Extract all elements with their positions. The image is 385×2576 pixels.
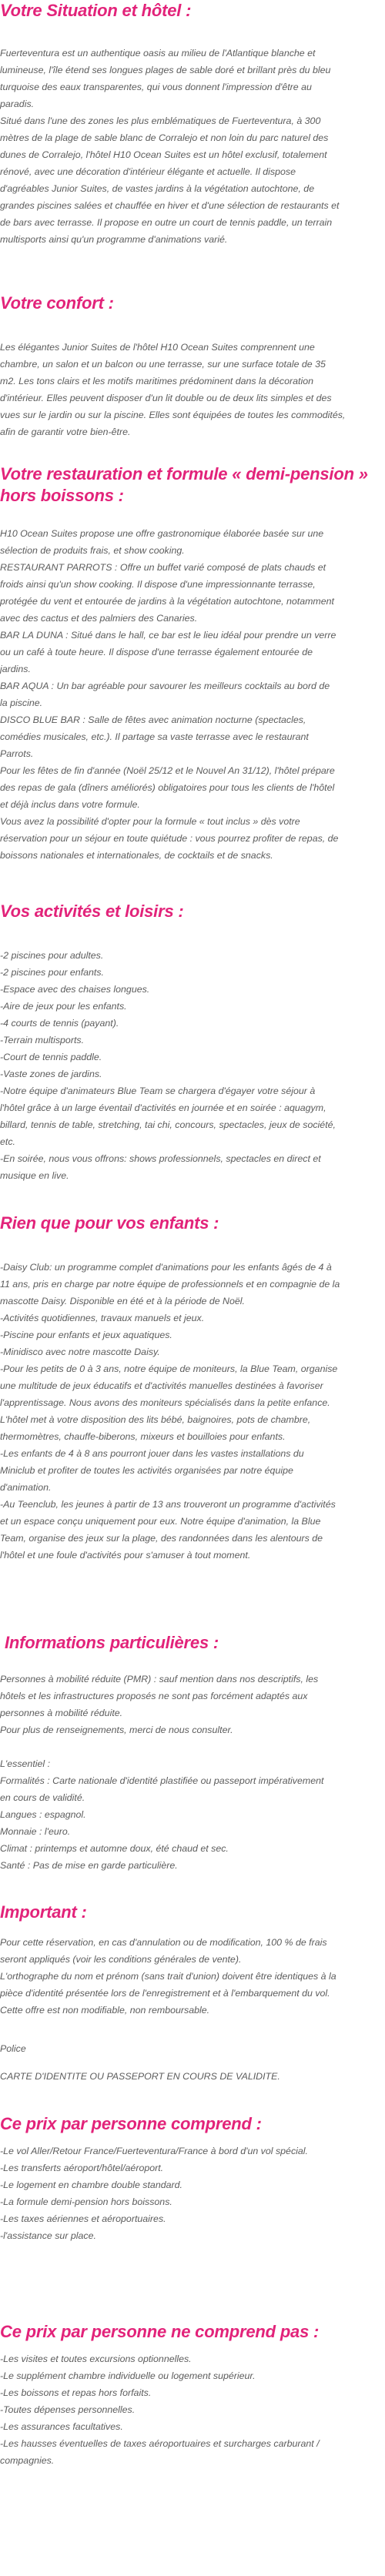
- text-line: -Activités quotidiennes, travaux manuels et jeux.: [0, 1313, 205, 1323]
- section-body-important: [0, 1934, 379, 2019]
- section-title-infos: Informations particulières :: [5, 1633, 219, 1652]
- text-line: jardins.: [0, 664, 31, 674]
- text-line: -La formule demi-pension hors boissons.: [0, 2196, 172, 2207]
- text-line: Pour les fêtes de fin d'année (Noël 25/12 et le Nouvel An 31/12), l'hôtel prépare: [0, 765, 335, 776]
- text-line: d'agréables Junior Suites, de vastes jardins à la végétation autochtone, de: [0, 183, 315, 194]
- text-line: en cours de validité.: [0, 1792, 85, 1803]
- text-line: -Les assurances facultatives.: [0, 2421, 123, 2432]
- text-line: turquoise des eaux transparentes, qui vous donnent l'impression d'être au: [0, 82, 312, 92]
- text-line: Parrots.: [0, 748, 34, 759]
- text-line: de bars avec terrasse. Il propose en outre un court de tennis paddle, un terrain: [0, 217, 333, 228]
- text-line: compagnies.: [0, 2455, 55, 2466]
- text-line: -Au Teenclub, les jeunes à partir de 13 ans trouveront un programme d'activités: [0, 1499, 336, 1510]
- text-line: -En soirée, nous vous offrons: shows professionnels, spectacles en direct et: [0, 1153, 321, 1164]
- text-line: paradis.: [0, 99, 35, 109]
- text-line: Monnaie : l'euro.: [0, 1826, 71, 1837]
- text-line: froids ainsi qu'un show cooking. Il dispose d'une impressionnante terrasse,: [0, 579, 316, 590]
- text-line: l'hôtel et une foule d'activités pour s'amuser à tout moment.: [0, 1550, 251, 1561]
- text-line: -2 piscines pour adultes.: [0, 950, 104, 961]
- text-line: [0, 1738, 383, 1755]
- text-line: seront appliqués (voir les conditions générales de vente).: [0, 1954, 242, 1965]
- text-line: Les élégantes Junior Suites de l'hôtel H10 Ocean Suites comprennent une: [0, 342, 315, 353]
- text-line: musique en live.: [0, 1170, 69, 1181]
- text-line: réservation pour un séjour en toute quiétude : vous pourrez profiter de repas, de: [0, 833, 339, 844]
- section-title-restauration: [0, 463, 379, 507]
- text-line: mètres de la plage de sable blanc de Corralejo et non loin du parc naturel des: [0, 132, 329, 143]
- text-line: H10 Ocean Suites propose une offre gastronomique élaborée basée sur une: [0, 528, 324, 539]
- section-title-non-comprend: Ce prix par personne ne comprend pas :: [0, 2322, 320, 2341]
- section-activites: [0, 901, 379, 1184]
- text-line: -Les enfants de 4 à 8 ans pourront jouer dans les vastes installations du: [0, 1448, 304, 1459]
- text-line: billard, tennis de table, stretching, tai chi, concours, spectacles, jeux de société,: [0, 1119, 336, 1130]
- text-line: Langues : espagnol.: [0, 1809, 86, 1820]
- text-line: -Notre équipe d'animateurs Blue Team se chargera d'égayer votre séjour à: [0, 1086, 316, 1096]
- text-line: -Terrain multisports.: [0, 1035, 85, 1045]
- section-body-police: [0, 2068, 379, 2085]
- text-line: comédies musicales, etc.). Il partage sa vaste terrasse avec le restaurant: [0, 731, 309, 742]
- text-line: boissons nationales et internationales, de cocktails et de snacks.: [0, 850, 273, 861]
- text-line: BAR AQUA : Un bar agréable pour savourer les meilleurs cocktails au bord de: [0, 681, 330, 691]
- section-title-restauration-line2: hors boissons :: [0, 486, 124, 505]
- section-title-activites: Vos activités et loisirs :: [0, 902, 184, 921]
- section-police: [0, 2040, 379, 2085]
- text-line: RESTAURANT PARROTS : Offre un buffet varié composé de plats chauds et: [0, 562, 326, 573]
- text-line: des repas de gala (dîners améliorés) obligatoires pour tous les clients de l'hôtel: [0, 782, 335, 793]
- text-line: -Court de tennis paddle.: [0, 1052, 102, 1062]
- text-line: -Le logement en chambre double standard.: [0, 2180, 182, 2190]
- section-title-situation: Votre Situation et hôtel :: [0, 1, 192, 20]
- text-line: etc.: [0, 1136, 15, 1147]
- section-title-restauration-line1: Votre restauration et formule « demi-pension »: [0, 464, 368, 483]
- section-enfants: [0, 1213, 379, 1564]
- text-line: L'essentiel :: [0, 1758, 51, 1769]
- text-line: -Les transferts aéroport/hôtel/aéroport.: [0, 2163, 164, 2173]
- text-line: CARTE D'IDENTITE OU PASSEPORT EN COURS DE VALIDITE.: [0, 2071, 280, 2082]
- section-confort: [0, 293, 379, 440]
- section-body-comprend: [0, 2143, 379, 2244]
- text-line: afin de garantir votre bien-être.: [0, 427, 131, 437]
- text-line: -Daisy Club: un programme complet d'animations pour les enfants âgés de 4 à: [0, 1262, 332, 1273]
- text-line: -Le supplément chambre individuelle ou logement supérieur.: [0, 2370, 256, 2381]
- text-line: -Vaste zones de jardins.: [0, 1069, 102, 1079]
- text-line: Team, organise des jeux sur la plage, des randonnées dans les alentours de: [0, 1533, 323, 1544]
- text-line: -Toutes dépenses personnelles.: [0, 2404, 136, 2415]
- text-line: L'hôtel met à votre disposition des lits bébé, baignoires, pots de chambre,: [0, 1414, 311, 1425]
- text-line: -l'assistance sur place.: [0, 2230, 96, 2241]
- section-restauration: [0, 463, 379, 864]
- text-line: protégée du vent et entourée de jardins à la végétation autochtone, notamment: [0, 596, 334, 607]
- text-line: d'intérieur. Elles peuvent disposer d'un lit double ou de deux lits simples et des: [0, 393, 332, 403]
- text-line: mascotte Daisy. Disponible en été et à la période de Noël.: [0, 1296, 245, 1306]
- text-line: Pour cette réservation, en cas d'annulation ou de modification, 100 % de frais: [0, 1937, 327, 1948]
- text-line: -Piscine pour enfants et jeux aquatiques.: [0, 1330, 172, 1340]
- text-line: -Les hausses éventuelles de taxes aéroportuaires et surcharges carburant /: [0, 2438, 320, 2449]
- text-line: avec des cactus et des palmiers des Canaries.: [0, 613, 198, 624]
- section-comprend: [0, 2113, 379, 2244]
- text-line: -Pour les petits de 0 à 3 ans, notre équipe de moniteurs, la Blue Team, organise: [0, 1363, 338, 1374]
- text-line: m2. Les tons clairs et les motifs maritimes prédominent dans la décoration: [0, 376, 314, 386]
- section-title-enfants: Rien que pour vos enfants :: [0, 1213, 219, 1233]
- section-infos: [0, 1632, 383, 1874]
- section-title-police: Police: [0, 2043, 26, 2054]
- text-line: personnes à mobilité réduite.: [0, 1708, 123, 1718]
- section-title-confort: Votre confort :: [0, 293, 114, 313]
- text-line: L'orthographe du nom et prénom (sans trait d'union) doivent être identiques à la: [0, 1971, 336, 1982]
- text-line: grandes piscines salées et chauffée en hiver et d'une sélection de restaurants et: [0, 200, 340, 211]
- text-line: -Minidisco avec notre mascotte Daisy.: [0, 1347, 160, 1357]
- text-line: DISCO BLUE BAR : Salle de fêtes avec animation nocturne (spectacles,: [0, 714, 306, 725]
- text-line: l'apprentissage. Nous avons des moniteurs spécialisés dans la petite enfance.: [0, 1397, 330, 1408]
- text-line: sélection de produits frais, et show cooking.: [0, 545, 185, 556]
- text-line: et un espace conçu uniquement pour eux. Notre équipe d'animation, la Blue: [0, 1516, 321, 1527]
- text-line: Personnes à mobilité réduite (PMR) : sauf mention dans nos descriptifs, les: [0, 1674, 319, 1684]
- text-line: -Aire de jeux pour les enfants.: [0, 1001, 127, 1012]
- text-line: Pour plus de renseignements, merci de nous consulter.: [0, 1725, 233, 1735]
- text-line: thermomètres, chauffe-biberons, mixeurs et bouilloies pour enfants.: [0, 1431, 286, 1442]
- text-line: hôtels et les infrastructures proposés ne sont pas forcément adaptés aux: [0, 1691, 308, 1701]
- text-line: Cette offre est non modifiable, non remboursable.: [0, 2005, 210, 2016]
- text-line: -Les boissons et repas hors forfaits.: [0, 2387, 152, 2398]
- section-title-comprend: Ce prix par personne comprend :: [0, 2114, 262, 2133]
- text-line: -4 courts de tennis (payant).: [0, 1018, 119, 1029]
- text-line: ou un café à toute heure. Il dispose d'une terrasse également entourée de: [0, 647, 313, 657]
- text-line: -Le vol Aller/Retour France/Fuerteventura/France à bord d'un vol spécial.: [0, 2146, 308, 2156]
- text-line: Fuerteventura est un authentique oasis au milieu de l'Atlantique blanche et: [0, 48, 316, 59]
- section-body-non-comprend: [0, 2350, 379, 2469]
- section-body-restauration: [0, 525, 379, 864]
- text-line: et déjà inclus dans votre formule.: [0, 799, 140, 810]
- text-line: 11 ans, pris en charge par notre équipe de professionnels et en compagnie de la: [0, 1279, 340, 1290]
- section-title-important: Important :: [0, 1902, 87, 1922]
- text-line: chambre, un salon et un balcon ou une terrasse, sur une surface totale de 35: [0, 359, 326, 370]
- text-line: BAR LA DUNA : Situé dans le hall, ce bar est le lieu idéal pour prendre un verre: [0, 630, 336, 641]
- section-non-comprend: [0, 2321, 379, 2469]
- section-body-situation: [0, 45, 379, 248]
- section-body-confort: [0, 339, 379, 440]
- text-line: multisports ainsi qu'un programme d'animations varié.: [0, 234, 228, 245]
- text-line: Situé dans l'une des zones les plus emblématiques de Fuerteventura, à 300: [0, 115, 321, 126]
- section-body-infos: [0, 1671, 383, 1874]
- text-line: lumineuse, l'île étend ses longues plages de sable doré et brillant près du bleu: [0, 65, 331, 75]
- text-line: pièce d'identité présentée lors de l'enregistrement et à l'embarquement du vol.: [0, 1988, 330, 1999]
- text-line: Climat : printemps et automne doux, été chaud et sec.: [0, 1843, 229, 1854]
- section-body-enfants: [0, 1259, 379, 1564]
- text-line: dunes de Corralejo, l'hôtel H10 Ocean Suites est un hôtel exclusif, totalement: [0, 149, 327, 160]
- text-line: -Les visites et toutes excursions optionnelles.: [0, 2354, 192, 2364]
- text-line: la piscine.: [0, 698, 43, 708]
- text-line: Santé : Pas de mise en garde particulière.: [0, 1860, 178, 1871]
- text-line: d'animation.: [0, 1482, 52, 1493]
- text-line: Vous avez la possibilité d'opter pour la formule « tout inclus » dès votre: [0, 816, 300, 827]
- text-line: -Les taxes aériennes et aéroportuaires.: [0, 2213, 166, 2224]
- section-situation: [0, 0, 379, 248]
- text-line: vues sur le jardin ou sur la piscine. Elles sont équipées de toutes les commodités,: [0, 410, 346, 420]
- text-line: rénové, avec une décoration d'intérieur élégante et actuelle. Il dispose: [0, 166, 296, 177]
- text-line: Miniclub et profiter de toutes les activités organisées par notre équipe: [0, 1465, 293, 1476]
- section-body-activites: [0, 947, 379, 1184]
- section-important: [0, 1902, 379, 2019]
- text-line: l'hôtel grâce à un large éventail d'activités en journée et en soirée : aquagym,: [0, 1102, 326, 1113]
- text-line: une multitude de jeux éducatifs et d'activités manuelles destinées à favoriser: [0, 1380, 323, 1391]
- text-line: -Espace avec des chaises longues.: [0, 984, 150, 995]
- text-line: Formalités : Carte nationale d'identité plastifiée ou passeport impérativement: [0, 1775, 324, 1786]
- text-line: -2 piscines pour enfants.: [0, 967, 104, 978]
